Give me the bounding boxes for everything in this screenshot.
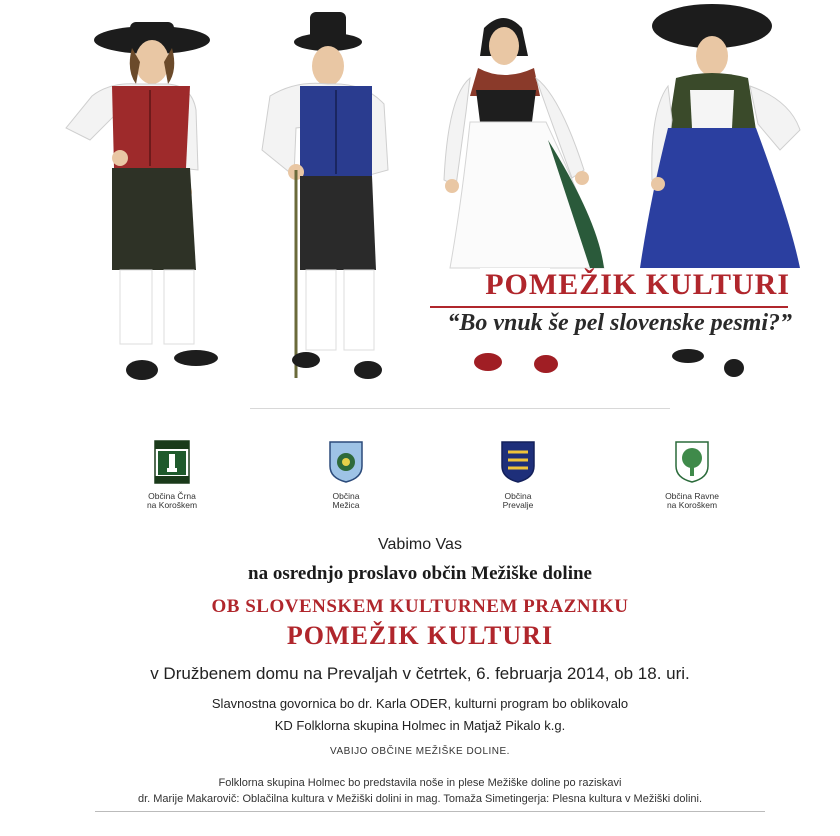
invited-by-line: VABIJO OBČINE MEŽIŠKE DOLINE. bbox=[330, 746, 510, 757]
footer-line-2: dr. Marije Makarovič: Oblačilna kultura v Mežiški dolini in mag. Tomaža Simetingerja: Plesna kultura v Mežiški dolini. bbox=[137, 793, 703, 805]
folk-costume-illustration bbox=[0, 0, 840, 410]
crest-label: Občina Mežica bbox=[332, 491, 360, 510]
holiday-heading: OB SLOVENSKEM KULTURNEM PRAZNIKU bbox=[211, 596, 629, 617]
footer-divider bbox=[95, 811, 765, 812]
crest-ravne bbox=[622, 440, 762, 510]
ravne-crest-icon bbox=[674, 440, 710, 484]
crest-prevalje bbox=[448, 440, 588, 510]
hero-subtitle: “Bo vnuk še pel slovenske pesmi?” bbox=[447, 310, 792, 336]
crest-label: Občina Prevalje bbox=[502, 491, 534, 510]
venue-line: v Družbenem domu na Prevaljah v četrtek, 6. februarja 2014, ob 18. uri. bbox=[150, 664, 690, 683]
event-title: POMEŽIK KULTURI bbox=[286, 621, 554, 650]
crest-mezica bbox=[276, 440, 416, 510]
occasion-line: na osrednjo proslavo občin Mežiške doline bbox=[248, 563, 592, 584]
man-red-vest-figure bbox=[66, 22, 218, 380]
hero-title: POMEŽIK KULTURI bbox=[485, 268, 790, 301]
greeting: Vabimo Vas bbox=[378, 536, 462, 553]
speaker-line: Slavnostna govornica bo dr. Karla ODER, kulturni program bo oblikovalo bbox=[211, 696, 629, 711]
hero-title-underline bbox=[430, 306, 788, 308]
performers-line: KD Folklorna skupina Holmec in Matjaž Pikalo k.g. bbox=[274, 718, 566, 733]
footer-line-1: Folklorna skupina Holmec bo predstavila noše in plese Mežiške doline po raziskavi bbox=[218, 777, 622, 789]
crest-crna bbox=[102, 440, 242, 510]
crest-label: Občina Ravne na Koroškem bbox=[665, 491, 719, 510]
prevalje-crest-icon bbox=[500, 440, 536, 484]
crna-crest-icon bbox=[154, 440, 190, 484]
mezica-crest-icon bbox=[328, 440, 364, 484]
divider bbox=[250, 408, 670, 409]
crest-label: Občina Črna na Koroškem bbox=[146, 491, 198, 510]
